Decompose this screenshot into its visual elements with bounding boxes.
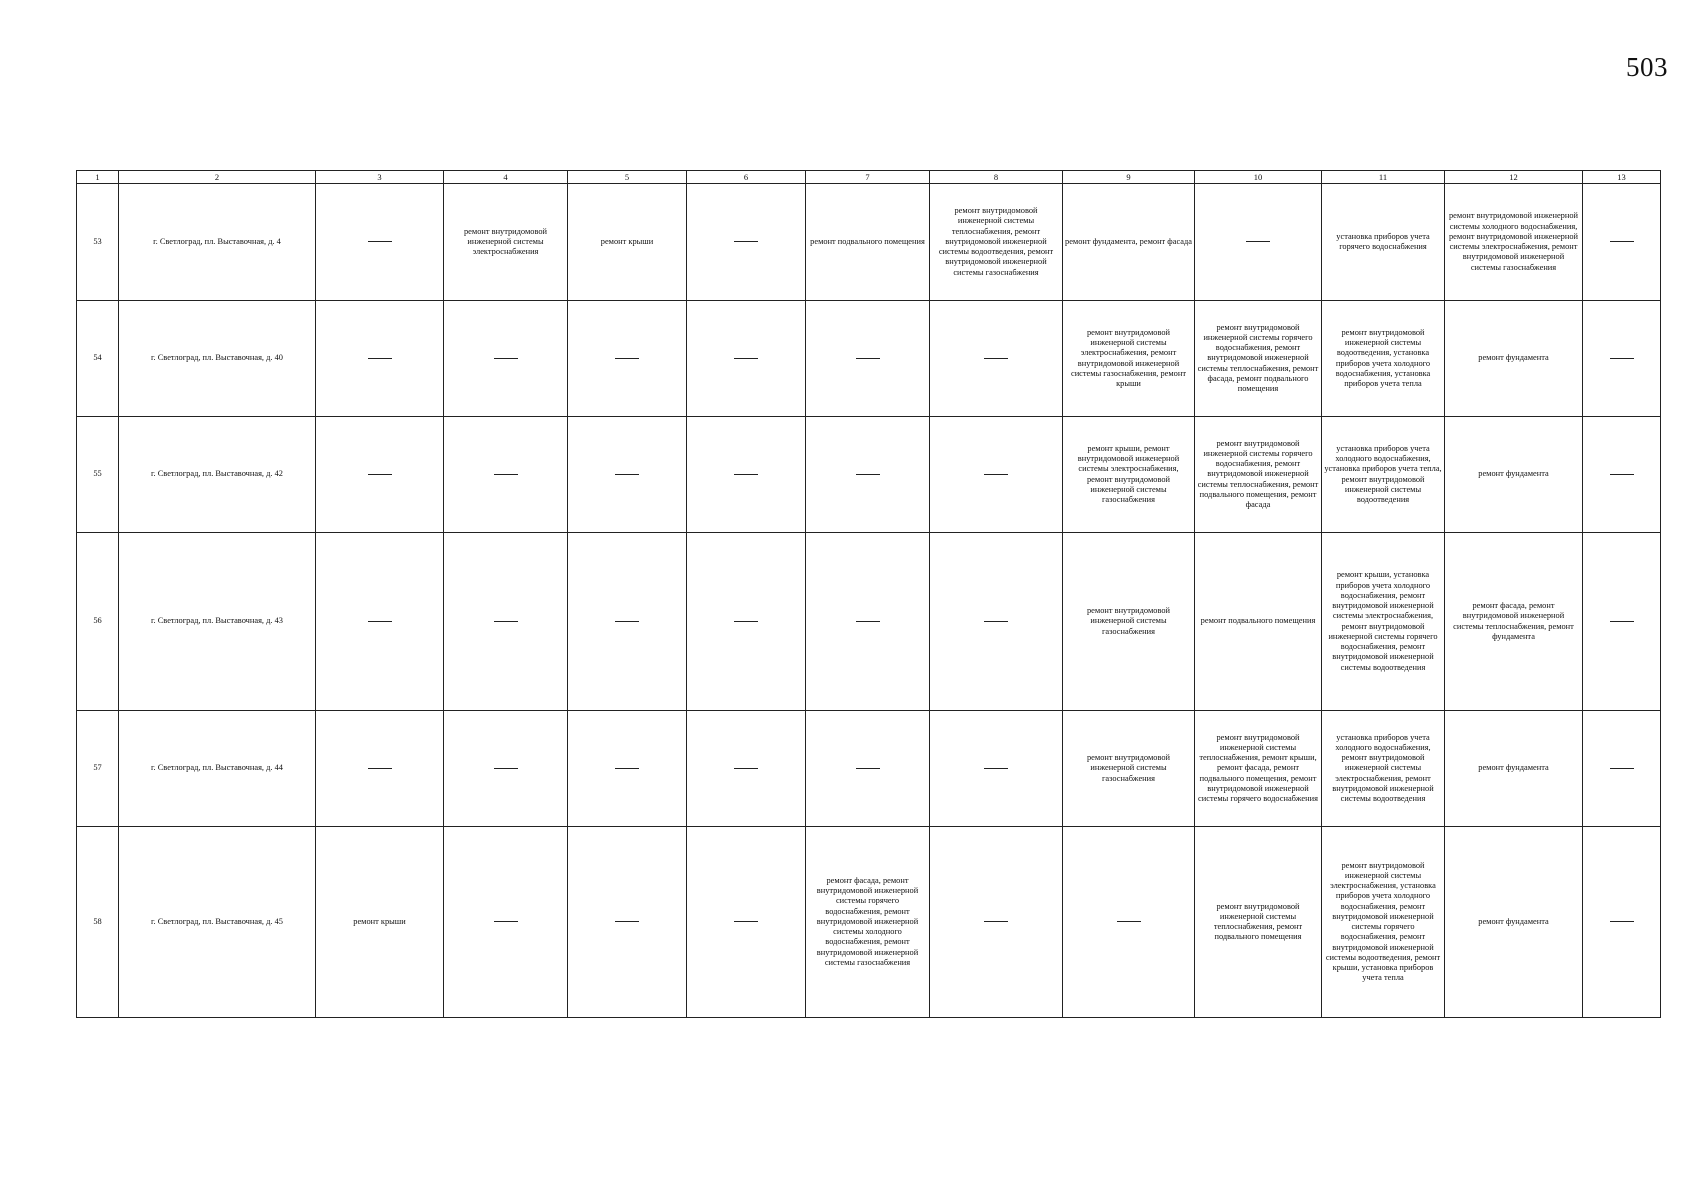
empty-cell	[930, 301, 1063, 417]
dash-mark	[734, 921, 758, 922]
dash-mark	[734, 768, 758, 769]
work-cell: установка приборов учета горячего водоснабжения	[1322, 184, 1445, 301]
dash-mark	[615, 621, 639, 622]
work-cell: ремонт внутридомовой инженерной системы горячего водоснабжения, ремонт внутридомовой инженерной системы теплоснабжения, ремонт фасада, ремонт подвального помещения	[1195, 301, 1322, 417]
dash-mark	[615, 358, 639, 359]
column-header: 4	[444, 171, 568, 184]
dash-mark	[1246, 241, 1270, 242]
empty-cell	[316, 301, 444, 417]
empty-cell	[687, 533, 806, 711]
empty-cell	[806, 301, 930, 417]
column-header: 9	[1063, 171, 1195, 184]
column-header: 5	[568, 171, 687, 184]
column-header: 13	[1583, 171, 1661, 184]
empty-cell	[316, 417, 444, 533]
table-row	[77, 184, 1661, 301]
dash-mark	[856, 358, 880, 359]
dash-mark	[734, 358, 758, 359]
empty-cell	[930, 711, 1063, 827]
dash-mark	[494, 621, 518, 622]
empty-cell	[687, 301, 806, 417]
table-row	[77, 533, 1661, 711]
empty-cell	[444, 711, 568, 827]
address-cell: г. Светлоград, пл. Выставочная, д. 43	[119, 533, 316, 711]
work-cell: ремонт внутридомовой инженерной системы холодного водоснабжения, ремонт внутридомовой инженерной системы электроснабжения, ремонт внутридомовой инженерной системы газоснабжения	[1445, 184, 1583, 301]
empty-cell	[930, 533, 1063, 711]
empty-cell	[1583, 301, 1661, 417]
column-number-row	[77, 171, 1661, 184]
dash-mark	[734, 241, 758, 242]
column-header: 1	[77, 171, 119, 184]
empty-cell	[1195, 184, 1322, 301]
address-cell: г. Светлоград, пл. Выставочная, д. 44	[119, 711, 316, 827]
address-cell: г. Светлоград, пл. Выставочная, д. 45	[119, 827, 316, 1018]
work-cell: ремонт фундамента	[1445, 417, 1583, 533]
empty-cell	[1583, 184, 1661, 301]
empty-cell	[316, 533, 444, 711]
empty-cell	[1583, 533, 1661, 711]
address-cell: г. Светлоград, пл. Выставочная, д. 4	[119, 184, 316, 301]
empty-cell	[1063, 827, 1195, 1018]
dash-mark	[1117, 921, 1141, 922]
dash-mark	[494, 921, 518, 922]
work-cell: ремонт фасада, ремонт внутридомовой инженерной системы теплоснабжения, ремонт фундамента	[1445, 533, 1583, 711]
dash-mark	[494, 768, 518, 769]
column-header: 10	[1195, 171, 1322, 184]
dash-mark	[615, 921, 639, 922]
work-cell: ремонт внутридомовой инженерной системы водоотведения, установка приборов учета холодного водоснабжения, установка приборов учета тепла	[1322, 301, 1445, 417]
table-row	[77, 711, 1661, 827]
dash-mark	[1610, 241, 1634, 242]
work-cell: ремонт внутридомовой инженерной системы теплоснабжения, ремонт подвального помещения	[1195, 827, 1322, 1018]
work-cell: ремонт крыши	[316, 827, 444, 1018]
empty-cell	[1583, 417, 1661, 533]
work-cell: ремонт фундамента	[1445, 827, 1583, 1018]
dash-mark	[856, 621, 880, 622]
table-row	[77, 827, 1661, 1018]
dash-mark	[368, 768, 392, 769]
dash-mark	[856, 768, 880, 769]
work-cell: ремонт внутридомовой инженерной системы электроснабжения	[444, 184, 568, 301]
row-number: 54	[77, 301, 119, 417]
column-header: 7	[806, 171, 930, 184]
work-cell: ремонт фасада, ремонт внутридомовой инженерной системы горячего водоснабжения, ремонт внутридомовой инженерной системы холодного водоснабжения, ремонт внутридомовой инженерной системы газоснабжения	[806, 827, 930, 1018]
dash-mark	[984, 921, 1008, 922]
dash-mark	[615, 474, 639, 475]
table-row	[77, 417, 1661, 533]
empty-cell	[444, 417, 568, 533]
dash-mark	[734, 621, 758, 622]
dash-mark	[494, 474, 518, 475]
empty-cell	[568, 301, 687, 417]
dash-mark	[615, 768, 639, 769]
row-number: 58	[77, 827, 119, 1018]
empty-cell	[444, 827, 568, 1018]
empty-cell	[930, 827, 1063, 1018]
work-cell: ремонт внутридомовой инженерной системы электроснабжения, ремонт внутридомовой инженерной системы газоснабжения, ремонт крыши	[1063, 301, 1195, 417]
dash-mark	[368, 358, 392, 359]
dash-mark	[984, 768, 1008, 769]
column-header: 2	[119, 171, 316, 184]
work-cell: ремонт внутридомовой инженерной системы газоснабжения	[1063, 533, 1195, 711]
work-cell: ремонт внутридомовой инженерной системы электроснабжения, установка приборов учета холодного водоснабжения, ремонт внутридомовой инженерной системы горячего водоснабжения, ремонт внутридомовой инженерной системы водоотведения, ремонт крыши, установка приборов учета тепла	[1322, 827, 1445, 1018]
work-cell: ремонт крыши, установка приборов учета холодного водоснабжения, ремонт внутридомовой инженерной системы электроснабжения, ремонт внутридомовой инженерной системы горячего водоснабжения, ремонт внутридомовой инженерной системы водоотведения	[1322, 533, 1445, 711]
dash-mark	[368, 621, 392, 622]
dash-mark	[856, 474, 880, 475]
empty-cell	[316, 711, 444, 827]
work-cell: ремонт внутридомовой инженерной системы газоснабжения	[1063, 711, 1195, 827]
work-cell: ремонт фундамента	[1445, 301, 1583, 417]
dash-mark	[1610, 921, 1634, 922]
work-cell: установка приборов учета холодного водоснабжения, ремонт внутридомовой инженерной системы электроснабжения, ремонт внутридомовой инженерной системы водоотведения	[1322, 711, 1445, 827]
dash-mark	[734, 474, 758, 475]
work-cell: ремонт подвального помещения	[806, 184, 930, 301]
empty-cell	[806, 417, 930, 533]
table-row	[77, 301, 1661, 417]
empty-cell	[568, 417, 687, 533]
empty-cell	[568, 533, 687, 711]
dash-mark	[984, 474, 1008, 475]
empty-cell	[316, 184, 444, 301]
work-cell: установка приборов учета холодного водоснабжения, установка приборов учета тепла, ремонт внутридомовой инженерной системы водоотведения	[1322, 417, 1445, 533]
empty-cell	[930, 417, 1063, 533]
column-header: 3	[316, 171, 444, 184]
dash-mark	[984, 621, 1008, 622]
dash-mark	[984, 358, 1008, 359]
repair-schedule-table	[76, 170, 1661, 1018]
column-header: 8	[930, 171, 1063, 184]
work-cell: ремонт фундамента	[1445, 711, 1583, 827]
empty-cell	[1583, 827, 1661, 1018]
dash-mark	[1610, 621, 1634, 622]
dash-mark	[1610, 474, 1634, 475]
empty-cell	[1583, 711, 1661, 827]
address-cell: г. Светлоград, пл. Выставочная, д. 40	[119, 301, 316, 417]
dash-mark	[1610, 768, 1634, 769]
row-number: 53	[77, 184, 119, 301]
work-cell: ремонт внутридомовой инженерной системы горячего водоснабжения, ремонт внутридомовой инженерной системы теплоснабжения, ремонт подвального помещения, ремонт фасада	[1195, 417, 1322, 533]
column-header: 6	[687, 171, 806, 184]
work-cell: ремонт внутридомовой инженерной системы теплоснабжения, ремонт крыши, ремонт фасада, ремонт подвального помещения, ремонт внутридомовой инженерной системы горячего водоснабжения	[1195, 711, 1322, 827]
dash-mark	[368, 241, 392, 242]
row-number: 56	[77, 533, 119, 711]
column-header: 12	[1445, 171, 1583, 184]
empty-cell	[687, 827, 806, 1018]
row-number: 55	[77, 417, 119, 533]
empty-cell	[687, 711, 806, 827]
dash-mark	[368, 474, 392, 475]
column-header: 11	[1322, 171, 1445, 184]
dash-mark	[1610, 358, 1634, 359]
empty-cell	[568, 827, 687, 1018]
work-cell: ремонт фундамента, ремонт фасада	[1063, 184, 1195, 301]
empty-cell	[444, 533, 568, 711]
empty-cell	[687, 417, 806, 533]
row-number: 57	[77, 711, 119, 827]
work-cell: ремонт подвального помещения	[1195, 533, 1322, 711]
work-cell: ремонт крыши, ремонт внутридомовой инженерной системы электроснабжения, ремонт внутридомовой инженерной системы газоснабжения	[1063, 417, 1195, 533]
work-cell: ремонт крыши	[568, 184, 687, 301]
address-cell: г. Светлоград, пл. Выставочная, д. 42	[119, 417, 316, 533]
dash-mark	[494, 358, 518, 359]
work-cell: ремонт внутридомовой инженерной системы теплоснабжения, ремонт внутридомовой инженерной системы водоотведения, ремонт внутридомовой инженерной системы газоснабжения	[930, 184, 1063, 301]
empty-cell	[687, 184, 806, 301]
empty-cell	[806, 533, 930, 711]
empty-cell	[444, 301, 568, 417]
empty-cell	[806, 711, 930, 827]
empty-cell	[568, 711, 687, 827]
page-number: 503	[1626, 52, 1668, 82]
